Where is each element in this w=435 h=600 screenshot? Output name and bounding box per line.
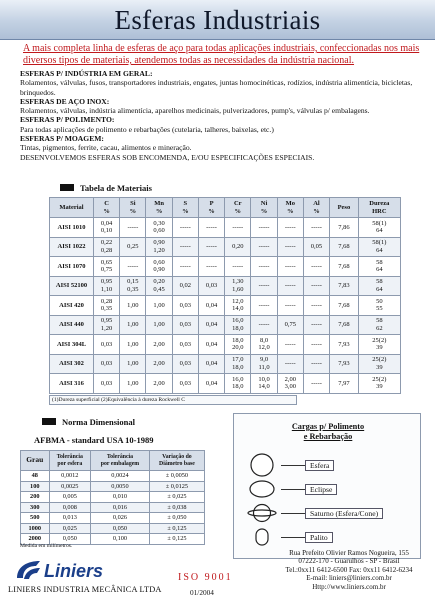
table-cell: ----- bbox=[303, 257, 329, 277]
table-row bbox=[50, 296, 401, 316]
table-cell: 0,65 0,75 bbox=[94, 257, 120, 277]
table-cell: 1,00 bbox=[146, 296, 172, 316]
table-cell: ----- bbox=[251, 296, 277, 316]
table-cell: 2,00 bbox=[146, 335, 172, 355]
table-cell: 0,04 bbox=[198, 296, 224, 316]
table-cell: ----- bbox=[251, 315, 277, 335]
grade-cell: 500 bbox=[21, 513, 50, 524]
table-cell: 0,010 bbox=[91, 492, 150, 503]
table-cell: 0,005 bbox=[49, 492, 91, 503]
header-cell: Si % bbox=[120, 198, 146, 218]
page-title: Esferas Industriais bbox=[114, 5, 321, 35]
table-row bbox=[50, 315, 401, 335]
table-cell: ± 0,125 bbox=[149, 534, 204, 545]
application-text: Rolamentos, válvulas, fusos, transportadores industriais, engates, juntas homocinéticas, rodízios, indústria alimentícia, bicicletas, brinquedos. bbox=[20, 78, 413, 97]
table-cell: 1,00 bbox=[120, 315, 146, 335]
table-cell: 0,05 bbox=[303, 237, 329, 257]
header-cell: Tolerância por esfera bbox=[49, 451, 91, 471]
table-cell: 1,00 bbox=[146, 315, 172, 335]
table-cell: 0,15 0,35 bbox=[120, 276, 146, 296]
header-cell: Variação do Diâmetro base bbox=[149, 451, 204, 471]
materials-footnote: (1)Dureza superficial (2)Equivalência à dureza Rockwell C bbox=[49, 395, 297, 405]
material-name: AISI 440 bbox=[50, 315, 94, 335]
table-cell: 0,20 0,45 bbox=[146, 276, 172, 296]
table-cell: 0,25 bbox=[120, 237, 146, 257]
table-row bbox=[50, 354, 401, 374]
table-cell: ----- bbox=[303, 335, 329, 355]
table-cell: 0,60 0,90 bbox=[146, 257, 172, 277]
table-cell: 16,0 18,0 bbox=[225, 315, 251, 335]
table-cell: 1,00 bbox=[120, 296, 146, 316]
leader-line bbox=[281, 465, 305, 466]
tolerance-footnote: Medida em milímetros. bbox=[20, 543, 73, 549]
table-cell: 0,03 bbox=[172, 335, 198, 355]
application-heading: ESFERAS DE AÇO INOX: bbox=[20, 96, 110, 106]
grade-cell: 2000 bbox=[21, 534, 50, 545]
table-cell: 0,013 bbox=[49, 513, 91, 524]
table-row bbox=[21, 523, 205, 534]
table-row bbox=[21, 513, 205, 524]
table-cell: 0,03 bbox=[94, 374, 120, 394]
table-cell: 7,97 bbox=[330, 374, 359, 394]
table-cell: ----- bbox=[225, 218, 251, 238]
table-cell: 0,28 0,35 bbox=[94, 296, 120, 316]
table-cell: 0,22 0,28 bbox=[94, 237, 120, 257]
table-cell: ----- bbox=[303, 218, 329, 238]
table-cell: 0,100 bbox=[91, 534, 150, 545]
application-heading: ESFERAS P/ INDÚSTRIA EM GERAL: bbox=[20, 69, 153, 78]
cargas-panel bbox=[233, 413, 421, 559]
table-header-row bbox=[50, 198, 401, 218]
table-cell: ----- bbox=[225, 257, 251, 277]
table-cell: ----- bbox=[172, 257, 198, 277]
table-row bbox=[50, 374, 401, 394]
table-cell: 0,03 bbox=[94, 335, 120, 355]
table-cell: 0,04 bbox=[198, 354, 224, 374]
table-cell: 0,050 bbox=[49, 534, 91, 545]
table-cell: 7,68 bbox=[330, 315, 359, 335]
application-text: Para todas aplicações de polimento e rebarbações (cutelaria, talheres, baixelas, etc.) bbox=[20, 124, 274, 134]
table-cell: ----- bbox=[172, 237, 198, 257]
table-cell: 7,93 bbox=[330, 335, 359, 355]
table-row bbox=[50, 257, 401, 277]
table-cell: 0,03 bbox=[198, 276, 224, 296]
table-cell: 0,03 bbox=[172, 296, 198, 316]
table-cell: 0,0024 bbox=[91, 471, 150, 482]
company-name: LINIERS INDUSTRIA MECÂNICA LTDA bbox=[8, 585, 162, 594]
table-cell: 0,008 bbox=[49, 502, 91, 513]
materials-section-title bbox=[60, 182, 152, 193]
table-cell: 8,0 12,0 bbox=[251, 335, 277, 355]
saturn-icon bbox=[248, 505, 276, 522]
table-cell: ± 0,125 bbox=[149, 523, 204, 534]
table-cell: ----- bbox=[198, 237, 224, 257]
materials-table bbox=[49, 197, 401, 394]
table-cell: 7,68 bbox=[330, 296, 359, 316]
sphere-icon bbox=[251, 454, 273, 476]
table-cell: ----- bbox=[120, 257, 146, 277]
shape-illustrations bbox=[242, 452, 282, 552]
shape-label-esfera: Esfera bbox=[305, 460, 334, 471]
black-square-icon bbox=[42, 418, 56, 425]
application-heading: ESFERAS P/ MOAGEM: bbox=[20, 134, 104, 144]
table-cell: ----- bbox=[277, 276, 303, 296]
table-cell: 0,0012 bbox=[49, 471, 91, 482]
title-banner bbox=[0, 0, 435, 40]
table-cell: ----- bbox=[251, 237, 277, 257]
table-cell: 25(2) 39 bbox=[358, 335, 400, 355]
shape-label-saturno: Saturno (Esfera/Cone) bbox=[305, 508, 383, 519]
table-cell: 12,0 14,0 bbox=[225, 296, 251, 316]
material-name: AISI 302 bbox=[50, 354, 94, 374]
iso-certification: ISO 9001 bbox=[178, 572, 233, 583]
table-cell: 0,03 bbox=[172, 315, 198, 335]
grade-cell: 1000 bbox=[21, 523, 50, 534]
table-cell: 1,00 bbox=[120, 335, 146, 355]
table-cell: 58 64 bbox=[358, 276, 400, 296]
table-cell: ----- bbox=[303, 276, 329, 296]
table-row bbox=[21, 471, 205, 482]
cargas-title: Cargas p/ Polimento e Rebarbação bbox=[291, 422, 365, 441]
table-cell: 7,83 bbox=[330, 276, 359, 296]
table-cell: 7,93 bbox=[330, 354, 359, 374]
table-cell: 58(1) 64 bbox=[358, 218, 400, 238]
table-cell: 0,03 bbox=[172, 354, 198, 374]
table-cell: ----- bbox=[198, 218, 224, 238]
table-cell: ----- bbox=[251, 276, 277, 296]
black-square-icon bbox=[60, 184, 74, 191]
table-row bbox=[50, 335, 401, 355]
header-cell: Peso bbox=[330, 198, 359, 218]
table-cell: 0,0025 bbox=[49, 481, 91, 492]
table-cell: ± 0,050 bbox=[149, 513, 204, 524]
address-line: Http://www.liniers.com.br bbox=[312, 582, 386, 591]
table-cell: 0,20 bbox=[225, 237, 251, 257]
table-cell: ----- bbox=[303, 315, 329, 335]
header-material: Material bbox=[50, 198, 94, 218]
table-cell: ----- bbox=[277, 218, 303, 238]
table-cell: 25(2) 39 bbox=[358, 374, 400, 394]
table-cell: ----- bbox=[251, 257, 277, 277]
leader-line bbox=[281, 489, 305, 490]
material-name: AISI 304L bbox=[50, 335, 94, 355]
table-row bbox=[21, 492, 205, 503]
table-cell: ----- bbox=[303, 354, 329, 374]
table-cell: ----- bbox=[303, 296, 329, 316]
table-cell: 0,02 bbox=[172, 276, 198, 296]
header-cell: Mn % bbox=[146, 198, 172, 218]
table-cell: ----- bbox=[277, 257, 303, 277]
table-cell: ± 0,038 bbox=[149, 502, 204, 513]
table-cell: 7,68 bbox=[330, 237, 359, 257]
shape-label-palito: Palito bbox=[305, 532, 333, 543]
table-cell: ----- bbox=[277, 296, 303, 316]
header-cell: P % bbox=[198, 198, 224, 218]
leader-line bbox=[281, 537, 305, 538]
table-cell: 7,68 bbox=[330, 257, 359, 277]
header-cell: Tolerância por embalagem bbox=[91, 451, 150, 471]
grade-cell: 100 bbox=[21, 481, 50, 492]
closing-text: DESENVOLVEMOS ESFERAS SOB ENCOMENDA, E/OU ESPECIFICAÇÕES ESPECIAIS. bbox=[20, 152, 315, 162]
brand-wordmark: Liniers bbox=[44, 561, 104, 581]
application-text: Rolamentos, válvulas, indústria alimentícia, aparelhos medicinais, pulverizadores, pump's, válvulas p/ embalagens. bbox=[20, 106, 370, 116]
table-cell: 1,00 bbox=[120, 374, 146, 394]
tolerance-table bbox=[20, 450, 205, 545]
table-cell: 0,04 bbox=[198, 315, 224, 335]
table-cell: ----- bbox=[277, 237, 303, 257]
material-name: AISI 52100 bbox=[50, 276, 94, 296]
table-cell: 0,95 1,10 bbox=[94, 276, 120, 296]
table-cell: 0,026 bbox=[91, 513, 150, 524]
material-name: AISI 1010 bbox=[50, 218, 94, 238]
table-cell: ± 0,0125 bbox=[149, 481, 204, 492]
table-cell: 2,00 bbox=[146, 374, 172, 394]
shape-label-eclipse: Eclipse bbox=[305, 484, 337, 495]
table-header-row bbox=[21, 451, 205, 471]
material-name: AISI 1022 bbox=[50, 237, 94, 257]
table-row bbox=[50, 276, 401, 296]
application-block bbox=[20, 69, 425, 97]
norma-title-label: Norma Dimensional bbox=[62, 416, 135, 427]
header-cell: Mo % bbox=[277, 198, 303, 218]
table-cell: 7,86 bbox=[330, 218, 359, 238]
table-cell: 0,016 bbox=[91, 502, 150, 513]
table-cell: ----- bbox=[303, 374, 329, 394]
header-cell: S % bbox=[172, 198, 198, 218]
table-cell: 0,03 bbox=[172, 374, 198, 394]
material-name: AISI 1070 bbox=[50, 257, 94, 277]
table-cell: 0,30 0,60 bbox=[146, 218, 172, 238]
address-block bbox=[264, 549, 434, 591]
table-cell: 0,03 bbox=[94, 354, 120, 374]
address-line: 07222-170 - Guarulhos - SP - Brasil bbox=[298, 557, 400, 566]
table-cell: 2,00 3,00 bbox=[277, 374, 303, 394]
header-cell: Ni % bbox=[251, 198, 277, 218]
pin-icon bbox=[256, 529, 268, 545]
grade-cell: 300 bbox=[21, 502, 50, 513]
header-grau: Grau bbox=[21, 451, 50, 471]
table-cell: 0,04 bbox=[198, 335, 224, 355]
norma-section-title bbox=[42, 416, 135, 427]
applications-section bbox=[20, 69, 425, 162]
table-cell: 0,050 bbox=[91, 523, 150, 534]
table-cell: ± 0,0050 bbox=[149, 471, 204, 482]
table-cell: ----- bbox=[120, 218, 146, 238]
table-cell: ----- bbox=[277, 354, 303, 374]
table-cell: 0,025 bbox=[49, 523, 91, 534]
address-line: Tel.:0xx11 6412-6500 Fax: 0xx11 6412-6234 bbox=[285, 565, 413, 574]
address-line: E-mail: liniers@liniers.com.br bbox=[306, 574, 392, 583]
header-cell: Cr % bbox=[225, 198, 251, 218]
table-cell: ± 0,025 bbox=[149, 492, 204, 503]
table-cell: 0,75 bbox=[277, 315, 303, 335]
table-cell: ----- bbox=[198, 257, 224, 277]
table-cell: 16,0 18,0 bbox=[225, 374, 251, 394]
liniers-logo bbox=[14, 558, 154, 582]
address-line: Rua Prefeito Olivier Ramos Nogueira, 155 bbox=[289, 549, 409, 557]
norma-subtitle: AFBMA - standard USA 10-1989 bbox=[34, 435, 154, 445]
material-name: AISI 316 bbox=[50, 374, 94, 394]
table-cell: 1,00 bbox=[120, 354, 146, 374]
table-cell: 25(2) 39 bbox=[358, 354, 400, 374]
table-cell: 58(1) 64 bbox=[358, 237, 400, 257]
application-heading: ESFERAS P/ POLIMENTO: bbox=[20, 115, 115, 125]
table-row bbox=[50, 218, 401, 238]
material-name: AISI 420 bbox=[50, 296, 94, 316]
table-cell: ----- bbox=[277, 335, 303, 355]
table-cell: 1,30 1,60 bbox=[225, 276, 251, 296]
table-cell: 9,0 11,0 bbox=[251, 354, 277, 374]
table-row bbox=[21, 481, 205, 492]
intro-text: A mais completa linha de esferas de aço para todas aplicações industriais, confeccionadas nos mais diversos tipos de materiais, atendemos todas as necessidades da indústria nacional. bbox=[23, 43, 420, 66]
eclipse-icon bbox=[250, 481, 274, 497]
table-cell: 17,0 18,0 bbox=[225, 354, 251, 374]
table-cell: 50 55 bbox=[358, 296, 400, 316]
application-block bbox=[20, 115, 425, 134]
header-cell: Al % bbox=[303, 198, 329, 218]
table-cell: 0,95 1,20 bbox=[94, 315, 120, 335]
table-cell: 58 62 bbox=[358, 315, 400, 335]
table-cell: 2,00 bbox=[146, 354, 172, 374]
application-block bbox=[20, 134, 425, 153]
grade-cell: 48 bbox=[21, 471, 50, 482]
application-block bbox=[20, 97, 425, 116]
table-cell: 0,0050 bbox=[91, 481, 150, 492]
table-cell: 0,04 bbox=[198, 374, 224, 394]
application-text: Tintas, pigmentos, ferrite, cacau, alimentos e mineração. bbox=[20, 143, 192, 153]
table-cell: 18,0 20,0 bbox=[225, 335, 251, 355]
header-cell: Dureza HRC bbox=[358, 198, 400, 218]
table-row bbox=[21, 502, 205, 513]
issue-date: 01/2004 bbox=[190, 588, 214, 597]
table-cell: 0,04 0,10 bbox=[94, 218, 120, 238]
table-cell: 10,0 14,0 bbox=[251, 374, 277, 394]
materials-title-label: Tabela de Materiais bbox=[80, 182, 152, 193]
grade-cell: 200 bbox=[21, 492, 50, 503]
table-cell: ----- bbox=[172, 218, 198, 238]
table-row bbox=[50, 237, 401, 257]
header-cell: C % bbox=[94, 198, 120, 218]
table-cell: 58 64 bbox=[358, 257, 400, 277]
table-cell: ----- bbox=[251, 218, 277, 238]
leader-line bbox=[281, 513, 305, 514]
table-cell: 0,90 1,20 bbox=[146, 237, 172, 257]
